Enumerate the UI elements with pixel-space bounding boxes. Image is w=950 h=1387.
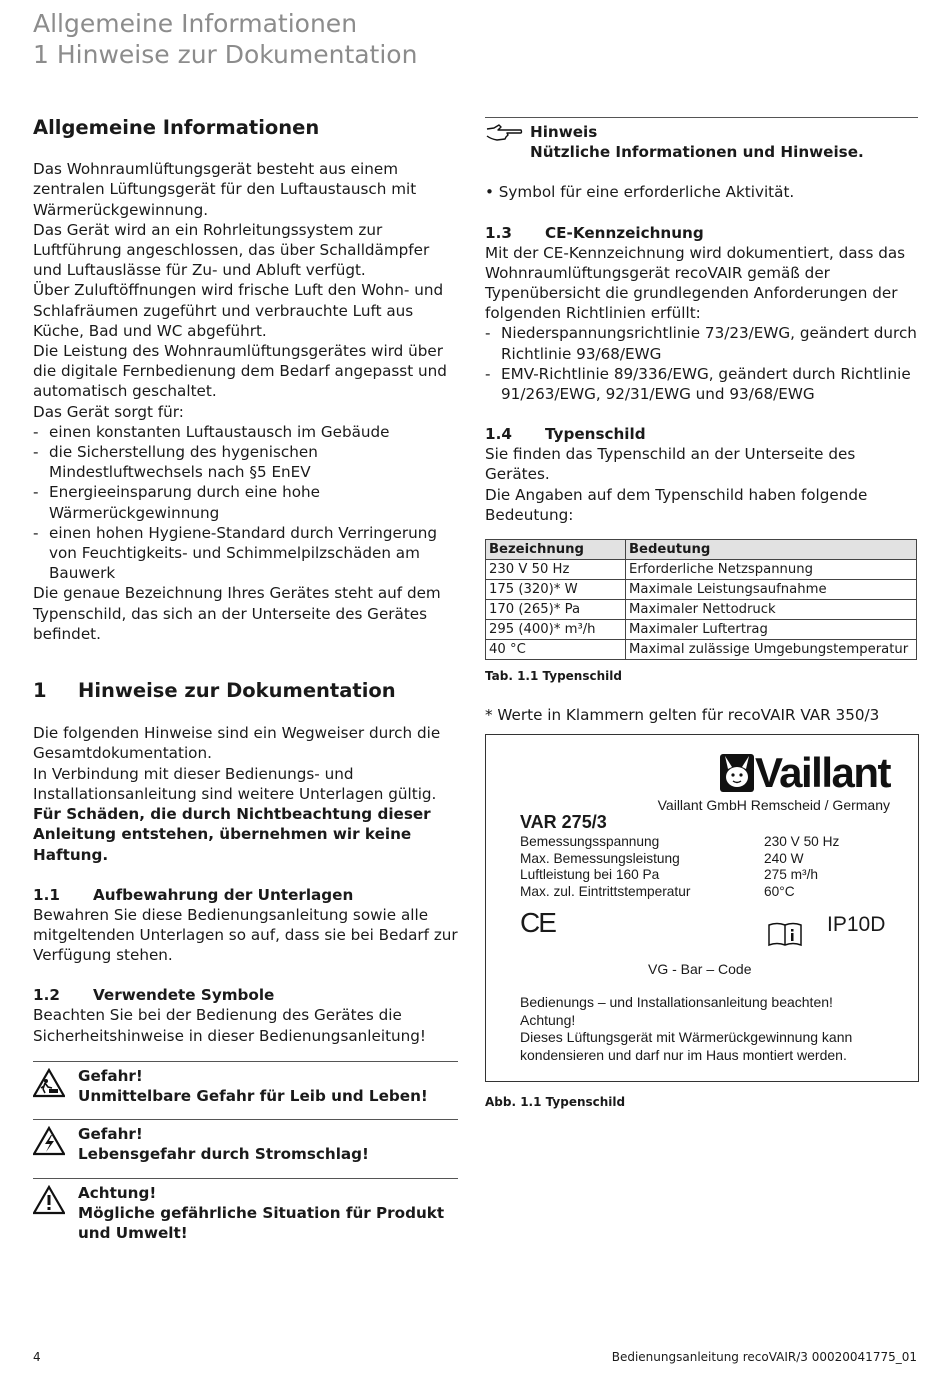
ce-mark: CE: [520, 907, 555, 939]
table-header-row: [486, 540, 917, 560]
warning-box-caution: [33, 1178, 458, 1250]
warning-title: Gefahr!: [78, 1125, 143, 1144]
subsection-title-1-2: [33, 985, 458, 1005]
brand-wordmark: Vaillant: [754, 749, 890, 797]
company-line: Vaillant GmbH Remscheid / Germany: [657, 797, 890, 814]
spec-value: 60°C: [764, 883, 795, 899]
spec-value: 230 V 50 Hz: [764, 834, 840, 850]
table-row: [486, 600, 917, 620]
typeplate-table: [485, 539, 917, 660]
warning-box-electric: [33, 1119, 458, 1170]
spec-label: Luftleistung bei 160 Pa: [520, 867, 660, 883]
list-item: - einen konstanten Luftaustausch im Gebäude: [33, 422, 458, 442]
storage-paragraph: Bewahren Sie diese Bedienungsanleitung sowie alle mitgeltenden Unterlagen so auf, dass sie bei Bedarf zur Verfügung stehen.: [33, 905, 458, 965]
plate-note: Dieses Lüftungsgerät mit Wärmerückgewinnung kann: [520, 1029, 853, 1046]
table-cell: Erforderliche Netzspannung: [626, 560, 917, 580]
liability-notice: Für Schäden, die durch Nichtbeachtung dieser Anleitung entstehen, übernehmen wir keine Haftung.: [33, 805, 431, 864]
table-cell: 295 (400)* m³/h: [486, 620, 626, 640]
warning-text: Unmittelbare Gefahr für Leib und Leben!: [78, 1086, 428, 1105]
table-cell: 170 (265)* Pa: [486, 600, 626, 620]
symbols-paragraph: Beachten Sie bei der Bedienung des Gerätes die Sicherheitshinweise in dieser Bedienungsanleitung!: [33, 1006, 427, 1045]
plate-note: Bedienungs – und Installationsanleitung beachten!: [520, 994, 833, 1011]
intro-outro: Die genaue Bezeichnung Ihres Gerätes steht auf dem Typenschild, das sich an der Unterseite des Gerätes befindet.: [33, 584, 441, 643]
header-line-2: 1 Hinweise zur Dokumentation: [33, 40, 418, 69]
subsection-title-text: Verwendete Symbole: [93, 986, 275, 1005]
page-number: 4: [33, 1350, 41, 1364]
warning-box-danger: [33, 1061, 458, 1112]
section-number: 1: [33, 679, 47, 703]
typeplate-paragraph-1: Sie finden das Typenschild an der Unterseite des Gerätes.: [485, 445, 856, 484]
spec-values: [764, 834, 839, 900]
barcode-label: VG - Bar – Code: [648, 961, 752, 978]
subsection-title-text: CE-Kennzeichnung: [545, 223, 704, 242]
header-line-1: Allgemeine Informationen: [33, 9, 358, 38]
intro-paragraph-2: Das Gerät wird an ein Rohrleitungssystem zur Luftführung angeschlossen, das über Schalldämpfer und Luftauslässe für Zu- und Abluft verfügt.: [33, 220, 430, 280]
table-cell: Maximal zulässige Umgebungstemperatur: [626, 640, 917, 660]
intro-paragraph-4: Die Leistung des Wohnraumlüftungsgerätes wird über die digitale Fernbedienung dem Bedarf angepasst und automatisch geschaltet.: [33, 342, 447, 401]
warning-title: Achtung!: [78, 1183, 157, 1202]
running-header: [33, 8, 417, 70]
ip-rating: IP10D: [827, 913, 886, 937]
doc-paragraph-2: In Verbindung mit dieser Bedienungs- und Installationsanleitung sind weitere Unterlagen gültig.: [33, 764, 437, 803]
subsection-number: 1.4: [485, 425, 512, 444]
pointing-hand-icon: [485, 124, 523, 142]
caution-warning-icon: [33, 1185, 65, 1215]
hint-title: Hinweis: [530, 123, 598, 141]
activity-symbol-text: • Symbol für eine erforderliche Aktivität.: [485, 183, 795, 202]
list-item: - einen hohen Hygiene-Standard durch Verringerung von Feuchtigkeits- und Schimmelpilzschäden am Bauwerk: [33, 523, 458, 584]
subsection-title-1-3: [485, 223, 918, 243]
subsection-title-text: Typenschild: [545, 425, 646, 444]
spec-label: Bemessungsspannung: [520, 834, 660, 850]
table-row: [486, 580, 917, 600]
doc-paragraph-1: Die folgenden Hinweise sind ein Wegweiser durch die Gesamtdokumentation.: [33, 724, 441, 763]
model-name: VAR 275/3: [520, 812, 607, 833]
intro-paragraph-5: Das Gerät sorgt für:: [33, 402, 184, 421]
list-item: - die Sicherstellung des hygenischen Mindestluftwechsels nach §5 EnEV: [33, 442, 458, 482]
plate-notes: [520, 994, 852, 1064]
intro-paragraph-3: Über Zuluftöffnungen wird frische Luft den Wohn- und Schlafräumen zugeführt und verbrauchte Luft aus Küche, Bad und WC abgeführt.: [33, 281, 444, 340]
table-cell: Maximaler Luftertrag: [626, 620, 917, 640]
subsection-title-text: Aufbewahrung der Unterlagen: [93, 885, 354, 904]
danger-warning-icon: [33, 1068, 65, 1098]
subsection-title-1-1: [33, 885, 458, 905]
plate-note: kondensieren und darf nur im Haus montiert werden.: [520, 1046, 847, 1063]
footnote: * Werte in Klammern gelten für recoVAIR VAR 350/3: [485, 706, 880, 725]
table-row: [486, 620, 917, 640]
left-column: [33, 114, 458, 1249]
table-caption: Tab. 1.1 Typenschild: [485, 669, 622, 684]
list-item: - Niederspannungsrichtlinie 73/23/EWG, geändert durch Richtlinie 93/68/EWG: [485, 323, 918, 363]
document-id: Bedienungsanleitung recoVAIR/3 00020041775_01: [611, 1350, 917, 1364]
list-item: - EMV-Richtlinie 89/336/EWG, geändert durch Richtlinie 91/263/EWG, 92/31/EWG und 93/68/EWG: [485, 364, 918, 404]
spec-label: Max. Bemessungsleistung: [520, 850, 680, 866]
subsection-number: 1.3: [485, 223, 512, 242]
vaillant-logo: [719, 751, 890, 795]
electric-shock-warning-icon: [33, 1126, 65, 1156]
subsection-title-1-4: [485, 424, 918, 444]
figure-caption: Abb. 1.1 Typenschild: [485, 1095, 626, 1110]
section-title-text: Hinweise zur Dokumentation: [78, 679, 396, 703]
spec-labels: [520, 834, 690, 900]
intro-paragraph-1: Das Wohnraumlüftungsgerät besteht aus einem zentralen Lüftungsgerät für den Luftaustausch mit Wärmerückgewinnung.: [33, 160, 417, 219]
column-header: Bedeutung: [626, 540, 917, 560]
hare-logo-icon: [719, 753, 755, 793]
table-cell: Maximaler Nettodruck: [626, 600, 917, 620]
section-title-general: Allgemeine Informationen: [33, 116, 320, 139]
hint-box: [485, 117, 918, 168]
table-cell: Maximale Leistungsaufnahme: [626, 580, 917, 600]
subsection-number: 1.2: [33, 986, 60, 1005]
warning-text: Lebensgefahr durch Stromschlag!: [78, 1145, 369, 1164]
column-header: Bezeichnung: [486, 540, 626, 560]
table-row: [486, 560, 917, 580]
list-item: - Energieeinsparung durch eine hohe Wärmerückgewinnung: [33, 482, 458, 522]
typeplate-paragraph-2: Die Angaben auf dem Typenschild haben folgende Bedeutung:: [485, 485, 868, 524]
warning-text: Mögliche gefährliche Situation für Produkt und Umwelt!: [78, 1203, 445, 1242]
spec-label: Max. zul. Eintrittstemperatur: [520, 883, 691, 899]
subsection-number: 1.1: [33, 885, 60, 904]
ce-paragraph: Mit der CE-Kennzeichnung wird dokumentiert, dass das Wohnraumlüftungsgerät recoVAIR gemäß der Typenübersicht die grundlegenden Anforderungen der folgenden Richtlinien erfüllt:: [485, 243, 906, 323]
table-cell: 40 °C: [486, 640, 626, 660]
table-row: [486, 640, 917, 660]
table-cell: 230 V 50 Hz: [486, 560, 626, 580]
right-column: [485, 114, 918, 1113]
hint-text: Nützliche Informationen und Hinweise.: [530, 143, 864, 162]
spec-value: 240 W: [764, 850, 804, 866]
manual-info-icon: [768, 921, 802, 947]
section-title-documentation: [33, 681, 458, 701]
spec-value: 275 m³/h: [764, 867, 819, 883]
warning-title: Gefahr!: [78, 1066, 143, 1085]
plate-note: Achtung!: [520, 1011, 576, 1028]
table-cell: 175 (320)* W: [486, 580, 626, 600]
typeplate-figure: [485, 734, 919, 1082]
